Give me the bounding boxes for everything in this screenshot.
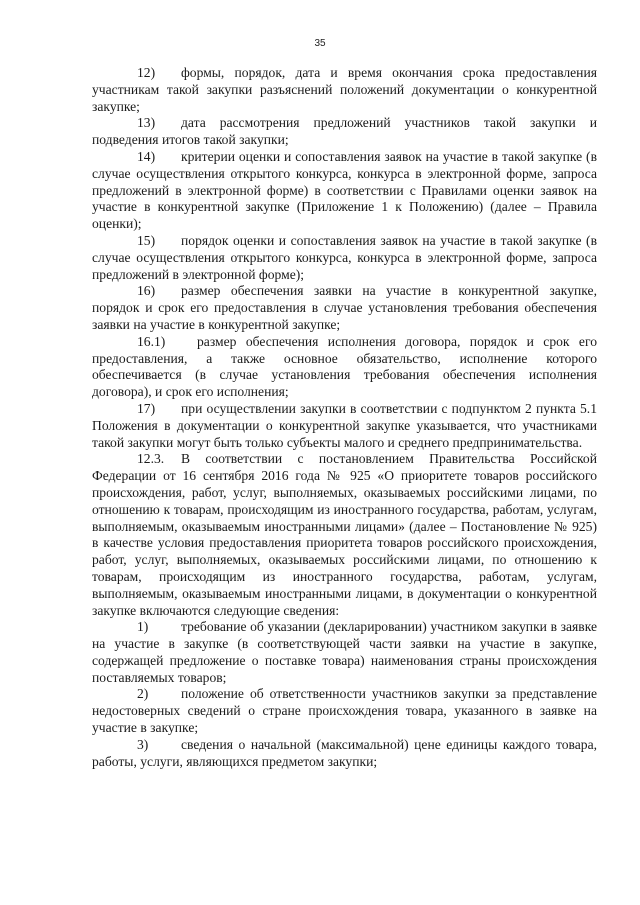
page-number: 35 (314, 38, 326, 49)
list-item (92, 334, 597, 401)
item-text: формы, порядок, дата и время окончания срока предоставления участникам такой закупки разъяснений положений документации о конкурентной закупке; (92, 65, 597, 114)
item-text: положение об ответственности участников закупки за представление недостоверных сведений о стране происхождения товара, указанного в заявке на участие в закупке; (92, 686, 597, 736)
list-item (92, 686, 597, 736)
item-text: размер обеспечения заявки на участие в конкурентной закупке, порядок и срок его предоставления в случае установления требования обеспечения заявки на участие в конкурентной закупке; (92, 283, 597, 332)
item-text: требование об указании (декларировании) участником закупки в заявке на участие в закупке (в соответствующей части заявки на участие в закупке, содержащей предложение о поставке товара) наименования страны происхождения поставляемых товаров; (92, 619, 597, 685)
section-number: 12.3. (137, 451, 165, 467)
item-text: сведения о начальной (максимальной) цене единицы каждого товара, работы, услуги, являющихся предметом закупки; (92, 736, 597, 769)
document-body (92, 65, 597, 770)
list-item (92, 619, 597, 686)
item-number: 12) (137, 65, 156, 80)
item-text: дата рассмотрения предложений участников такой закупки и подведения итогов такой закупки; (92, 115, 597, 148)
list-item (92, 233, 597, 283)
list-item (92, 737, 597, 771)
list-item (92, 401, 597, 451)
item-text: размер обеспечения исполнения договора, порядок и срок его предоставления, а также основное обязательство, исполнение которого обеспечивается (в случае установления требования обеспечения исполнения договора), и срок его исполнения; (92, 333, 597, 400)
section-paragraph (92, 451, 597, 619)
item-text: порядок оценки и сопоставления заявок на участие в такой закупке (в случае осуществления открытого конкурса, конкурса в электронной форме, запроса предложений в электронной форме); (92, 232, 597, 282)
item-text: при осуществлении закупки в соответствии с подпунктом 2 пункта 5.1 Положения в документации о конкурентной закупке указывается, что участниками такой закупки могут быть только субъекты малого и среднего предпринимательства. (92, 400, 597, 450)
item-number: 16.1) (137, 333, 166, 349)
item-number: 3) (137, 736, 149, 752)
list-item (92, 149, 597, 233)
item-number: 17) (137, 400, 156, 416)
item-number: 2) (137, 686, 149, 702)
item-number: 14) (137, 148, 156, 164)
item-text: критерии оценки и сопоставления заявок на участие в такой закупке (в случае осуществления открытого конкурса, конкурса в электронной форме, запроса предложений в электронной форме) в соответствии с Правилами оценки заявок на участие в конкурентной закупке (Приложение 1 к Положению) (далее – Правила оценки); (92, 148, 597, 232)
list-item (92, 115, 597, 149)
list-item (92, 65, 597, 115)
item-number: 1) (137, 619, 149, 635)
section-text: В соответствии с постановлением Правительства Российской Федерации от 16 сентября 2016 года № 925 «О приоритете товаров российского происхождения, работ, услуг, выполняемых, оказываемых российскими лицами, по отношению к товарам, происходящим из иностранного государства, работам, услугам, выполняемым, оказываемым иностранными лицами» (далее – Постановление № 925) в качестве условия предоставления приоритета товаров российского происхождения, работ, услуг, выполняемых, оказываемых российскими лицами, по отношению к товарам, происходящим из иностранного государства, работам, услугам, выполняемым, оказываемым иностранными лицами, в документации о конкурентной закупке включаются следующие сведения: (92, 451, 597, 618)
item-number: 15) (137, 232, 156, 248)
list-item (92, 283, 597, 333)
item-number: 13) (137, 115, 156, 131)
item-number: 16) (137, 283, 156, 299)
